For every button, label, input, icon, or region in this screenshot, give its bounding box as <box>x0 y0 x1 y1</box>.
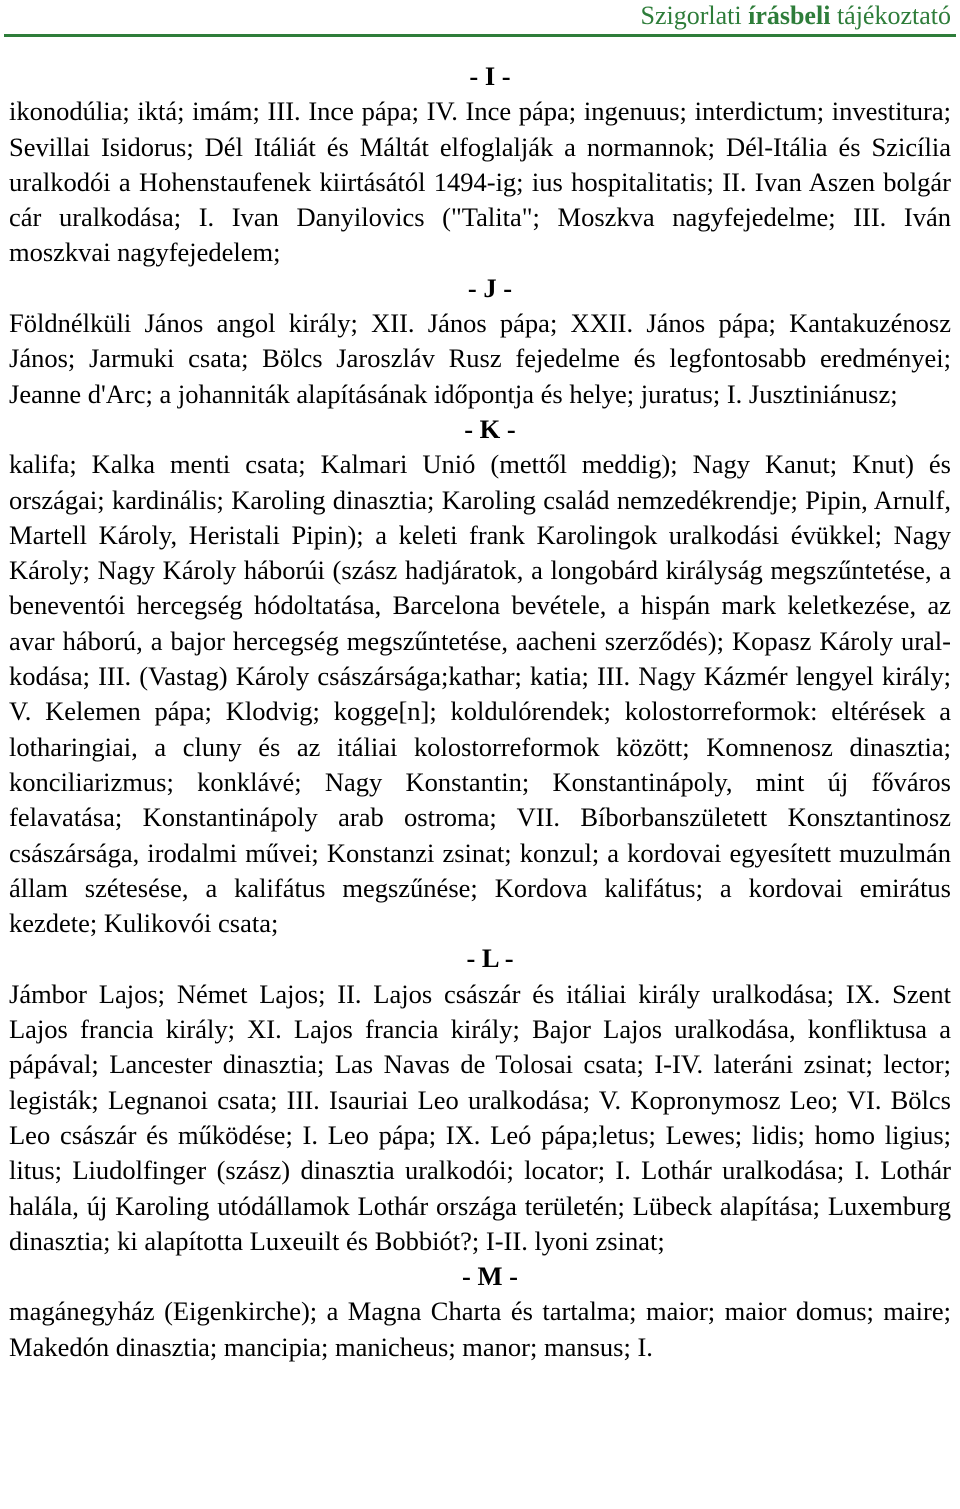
section-text-l: Jámbor Lajos; Német Lajos; II. Lajos császár és itáliai király uralkodása; IX. Szent Lajos francia király; XI. Lajos francia király; Bajor Lajos uralkodása, konfliktusa a pápával; Lancester dinasztia; Las Navas de Tolosai csata; I-IV. lateráni zsinat; lector; legisták; Legnanoi csata; III. Isauriai Leo uralkodása; V. Kopronymosz Leo; VI. Bölcs Leo császár és működése; I. Leo pápa; IX. Leó pápa;letus; Lewes; lidis; homo ligius; litus; Liudolfinger (szász) dinasztia uralkodói; locator; I. Lothár uralkodása; I. Lothár halála, új Karoling utódállamok Lothár országa területén; Lübeck alapítása; Luxemburg dinasztia; ki alapította Luxeuilt és Bobbiót?; I-II. lyoni zsinat; <box>9 978 951 1256</box>
section-text-i: ikonodúlia; iktá; imám; III. Ince pápa; IV. Ince pápa; ingenuus; interdictum; investitura; Sevillai Isidorus; Dél Itáliát és Máltát elfoglalják a normannok; Dél-Itália és Szicília uralkodói a Hohenstaufenek kiirtásától 1494-ig; ius hospitalitatis; II. Ivan Aszen bolgár cár uralkodása; I. Ivan Danyilovics ("Talita"; Moszkva nagyfejedelme; III. Iván moszkvai nagyfejedelem; <box>9 96 951 268</box>
section-heading-i: - I - <box>469 61 511 91</box>
section-text-m: magánegyház (Eigenkirche); a Magna Charta és tartalma; maior; maior domus; maire; Makedón dinasztia; mancipia; manicheus; manor; mansus; I. <box>9 1296 951 1362</box>
header-title-suffix: tájékoztató <box>830 1 951 30</box>
header-title <box>641 0 952 32</box>
section-heading-k: - K - <box>464 413 516 444</box>
glossary-content <box>9 59 951 1365</box>
section-heading-l: - L - <box>466 943 514 974</box>
header-title-bold: írásbeli <box>748 1 831 30</box>
section-heading-j: - J - <box>467 272 513 303</box>
section-text-k: kalifa; Kalka menti csata; Kalmari Unió (mettől meddig); Nagy Kanut; Knut) és országai; kardinális; Karoling dinasztia; Karoling család nemzedékrendje; Pipin, Arnulf, Martell Károly, Heristali Pipin); a keleti frank Karolingok uralkodási évükkel; Nagy Károly; Nagy Károly háborúi (szász hadjáratok, a longobárd királyság megszűntetése, a beneventói hercegség hódoltatása, Barcelona bevétele, a hispán mark keletkezése, az avar háború, a bajor hercegség megszűntetése, aacheni szerződés); Kopasz Károly uralkodása; III. (Vastag) Károly császársága;kathar; katia; III. Nagy Kázmér lengyel király; V. Kelemen pápa; Klodvig; kogge[n]; koldulórendek; kolostorreformok: eltérések a lotharingiai, a cluny és az itáliai kolostorreformok között; Komnenosz dinasztia; konciliarizmus; konklávé; Nagy Konstantin; Konstantinápoly, mint új főváros felavatása; Konstantinápoly arab ostroma; VII. Bíborbanszületett Konsztantinosz császársága, irodalmi művei; Konstanzi zsinat; konzul; a kordovai egyesített muzulmán állam szétesése, a kalifátus megszűnése; Kordova kalifátus; a kordovai emirátus kezdete; Kulikovói csata; <box>9 449 951 939</box>
header-divider <box>4 34 956 37</box>
header-title-prefix: Szigorlati <box>640 1 749 30</box>
section-heading-m: - M - <box>462 1261 518 1292</box>
section-text-j: Földnélküli János angol király; XII. János pápa; XXII. János pápa; Kantakuzénosz János; Jarmuki csata; Bölcs Jaroszláv Rusz fejedelme és legfontosabb eredményei; Jeanne d'Arc; a johanniták alapításának időpontja és helye; juratus; I. Jusztiniánusz; <box>9 308 951 409</box>
page-header <box>0 0 960 38</box>
